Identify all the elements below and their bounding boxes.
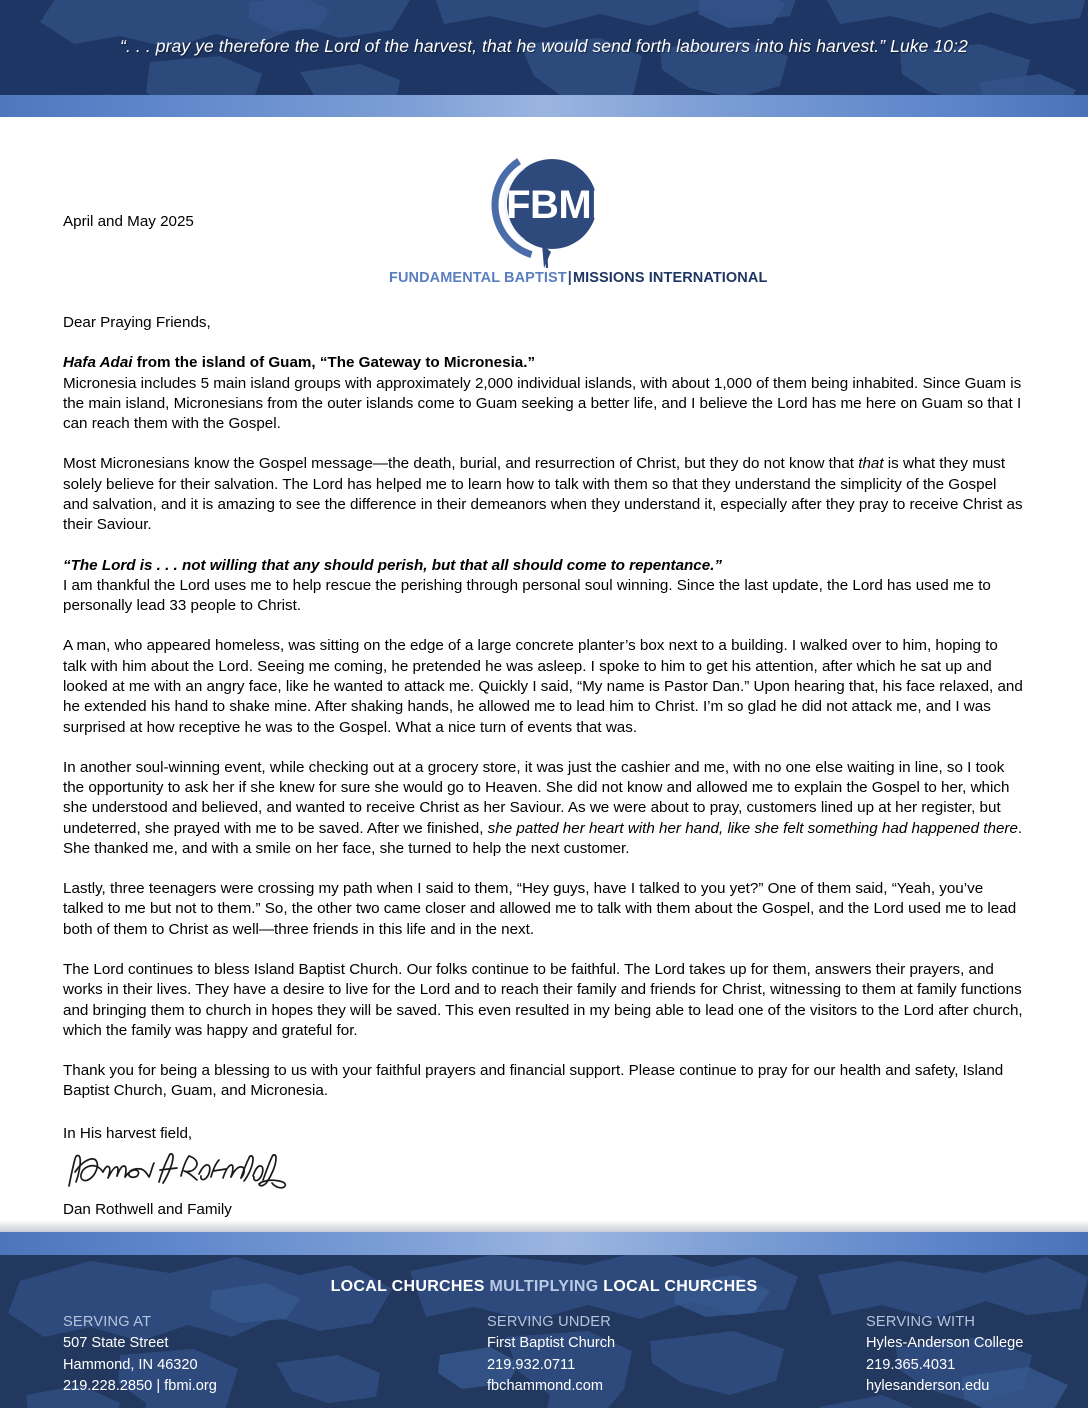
paragraph-1-lead: [63, 353, 1025, 373]
footer-col3-line3[interactable]: hylesanderson.edu: [866, 1377, 990, 1394]
footer-tagline-part2: MULTIPLYING: [489, 1278, 599, 1295]
wordmark-separator: |: [567, 270, 572, 286]
letter-date: April and May 2025: [63, 213, 194, 230]
letter-closing: In His harvest field,: [63, 1124, 193, 1142]
paragraph-6: Lastly, three teenagers were crossing my path when I said to them, “Hey guys, have I talked to you yet?” One of them said, “Yeah, you’ve talked to me but not to them.” So, the other two came closer and allowed me to talk with them about the Gospel, and the Lord used me to lead both of them to Christ as well—three friends in this life and in the next.: [63, 880, 1017, 938]
letter-signoff: Dan Rothwell and Family: [63, 1201, 232, 1218]
signature-image: [63, 1144, 293, 1198]
footer-column-serving-at: [63, 1312, 217, 1397]
footer-columns: [0, 1312, 1088, 1408]
footer-col3-heading: SERVING WITH: [866, 1314, 976, 1330]
paragraph-1-body: Micronesia includes 5 main island groups with approximately 2,000 individual islands, with about 1,000 of them being inhabited. Since Guam is the main island, Micronesians from the outer islands come to Guam seeking a better life, and I believe the Lord has me here on Guam so that I can reach them with the Gospel.: [63, 374, 1022, 433]
paragraph-5-emphasis: she patted her heart with her hand, like she felt something had happened there: [487, 819, 1018, 837]
paragraph-5-body-pre: In another soul-winning event, while checking out at a grocery store, it was just the cashier and me, with no one else waiting in line, so I took the opportunity to ask her if she knew for sure she would go to Heaven. She did not know and allowed me to explain the Gospel to her, which she understood and believed, and wanted to receive Christ as her Saviour. As we were about to pray, customers lined up at her register, but undeterred, she prayed with me to be saved. After we finished,: [63, 758, 1010, 837]
paragraph-1-lead-italic: Hafa Adai: [63, 354, 133, 372]
svg-text:FBMI: FBMI: [506, 183, 602, 227]
paragraph-1-lead-rest: from the island of Guam, “The Gateway to Micronesia.”: [132, 354, 536, 372]
paragraph-7: The Lord continues to bless Island Baptist Church. Our folks continue to be faithful. The Lord takes up for them, answers their prayers, and works in their lives. They have a desire to live for the Lord and to reach their family and friends for Christ, witnessing to them at family functions and bringing them to church in hopes they will be saved. This even resulted in my being able to lead one of the visitors to the Lord after church, which the family was happy and grateful for.: [63, 961, 1023, 1039]
letter-salutation: Dear Praying Friends,: [63, 314, 211, 331]
footer-tagline-part3: LOCAL CHURCHES: [598, 1278, 758, 1295]
header-verse-text: “. . . pray ye therefore the Lord of the harvest, that he would send forth labourers into his harvest.” Luke 10:2: [120, 36, 968, 56]
footer-col3-line1: Hyles-Anderson College: [866, 1335, 1024, 1352]
paragraph-3-lead: [63, 556, 1025, 576]
footer-col2-line3[interactable]: fbchammond.com: [487, 1377, 603, 1394]
header-accent-band: [0, 95, 1088, 117]
footer-col2-heading: SERVING UNDER: [487, 1314, 611, 1330]
footer-col1-line3[interactable]: 219.228.2850 | fbmi.org: [63, 1377, 217, 1394]
paragraph-5: [63, 738, 1025, 859]
footer-col1-line2: Hammond, IN 46320: [63, 1356, 198, 1373]
paragraph-8: Thank you for being a blessing to us with your faithful prayers and financial support. Please continue to pray for our health and safety, Island Baptist Church, Guam, and Micronesia.: [63, 1062, 1004, 1100]
paragraph-1: [63, 333, 1025, 434]
paragraph-4: A man, who appeared homeless, was sitting on the edge of a large concrete planter’s box next to a building. I walked over to him, hoping to talk with him about the Lord. Seeing me coming, he pretended he was asleep. I spoke to him to get his attention, after which he sat up and looked at me with an angry face, like he wanted to attack me. Quickly I said, “My name is Pastor Dan.” Upon hearing that, his face relaxed, and he extended his hand to shake mine. After shaking hands, he allowed me to lead him to Christ. I’m so glad he did not attack me, and I was surprised at how receptive he was to the Gospel. What a nice turn of events that was.: [63, 637, 1023, 736]
footer-column-serving-under: [487, 1312, 615, 1397]
page-header: [0, 0, 1088, 117]
footer-column-serving-with: [866, 1312, 1023, 1397]
paragraph-2-body-pre: Most Micronesians know the Gospel message—the death, burial, and resurrection of Christ, but they do not know that: [63, 455, 859, 473]
footer-col1-heading: SERVING AT: [63, 1314, 152, 1330]
footer-col2-line1: First Baptist Church: [487, 1335, 616, 1352]
page-footer: [0, 1220, 1088, 1408]
paragraph-3-scripture-quote: “The Lord is . . . not willing that any should perish, but that all should come to repentance.”: [63, 556, 723, 574]
paragraph-2-emphasis: that: [858, 455, 884, 473]
footer-col3-line2: 219.365.4031: [866, 1356, 956, 1373]
paragraph-3-body: I am thankful the Lord uses me to help rescue the perishing through personal soul winning. Since the last update, the Lord has used me to personally lead 33 people to Christ.: [63, 576, 991, 615]
footer-top-shadow: [0, 1220, 1088, 1232]
letter-body: [63, 212, 1025, 1220]
paragraph-5-body-post: . She thanked me, and with a smile on her face, she turned to help the next customer.: [63, 819, 1023, 857]
footer-accent-band: [0, 1232, 1088, 1255]
wordmark-part1: FUNDAMENTAL BAPTIST: [389, 270, 567, 286]
paragraph-2-body-post: is what they must solely believe for their salvation. The Lord has helped me to learn how to talk with them so that they understand the simplicity of the Gospel and salvation, and it is amazing to see the difference in their demeanors when they understand it, especially after they pray to receive Christ as their Saviour.: [63, 455, 1023, 534]
footer-col1-line1: 507 State Street: [63, 1335, 169, 1352]
footer-col2-line2: 219.932.0711: [487, 1356, 576, 1373]
footer-tagline: [0, 1278, 1088, 1296]
paragraph-3: [63, 536, 1025, 617]
paragraph-2: [63, 434, 1025, 535]
footer-tagline-part1: LOCAL CHURCHES: [330, 1278, 490, 1295]
wordmark-part2: MISSIONS INTERNATIONAL: [572, 270, 768, 286]
